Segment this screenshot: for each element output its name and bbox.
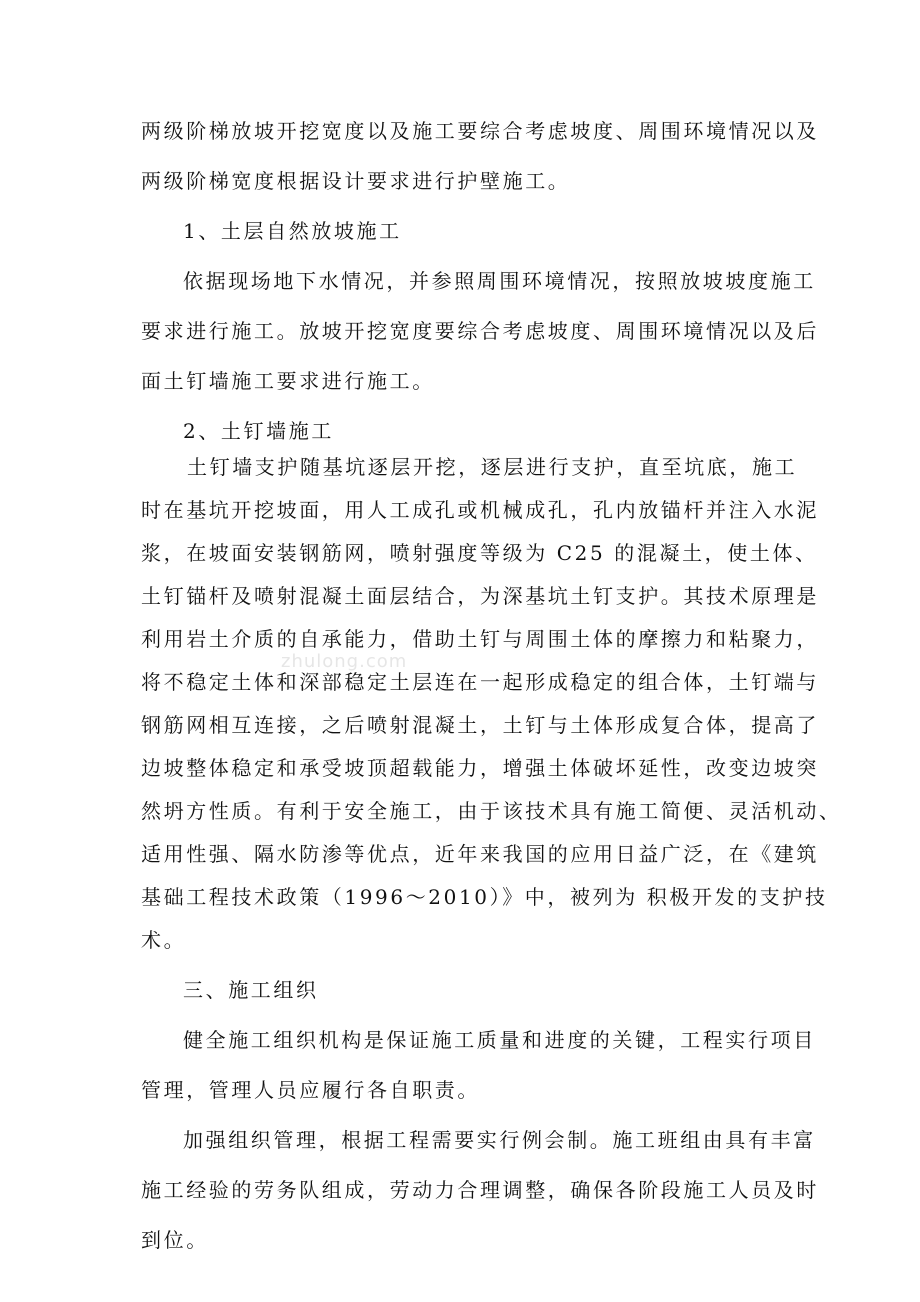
paragraph-line: 要求进行施工。放坡开挖宽度要综合考虑坡度、周围环境情况以及后 — [141, 319, 819, 343]
paragraph-line: 将不稳定土体和深部稳定土层连在一起形成稳定的组合体，土钉端与 — [141, 670, 819, 694]
section-heading: 1、土层自然放坡施工 — [183, 219, 402, 243]
paragraph-line: 利用岩土介质的自承能力，借助土钉与周围土体的摩擦力和粘聚力， — [141, 627, 819, 651]
document-body — [141, 119, 842, 1253]
paragraph-line: 两级阶梯宽度根据设计要求进行护壁施工。 — [141, 169, 571, 193]
paragraph-line: 面土钉墙施工要求进行施工。 — [141, 369, 435, 393]
paragraph-line: 到位。 — [141, 1228, 209, 1252]
paragraph-line: 适用性强、隔水防渗等优点，近年来我国的应用日益广泛，在《建筑 — [141, 842, 819, 866]
paragraph-line: 健全施工组织机构是保证施工质量和进度的关键，工程实行项目 — [183, 1028, 816, 1052]
paragraph-line: 施工经验的劳务队组成，劳动力合理调整，确保各阶段施工人员及时 — [141, 1178, 819, 1202]
paragraph-line: 两级阶梯放坡开挖宽度以及施工要综合考虑坡度、周围环境情况以及 — [141, 119, 819, 143]
section-heading: 2、土钉墙施工 — [183, 419, 334, 443]
paragraph-line: 边坡整体稳定和承受坡顶超载能力，增强土体破坏延性，改变边坡突 — [141, 756, 819, 780]
paragraph-line: 管理，管理人员应履行各自职责。 — [141, 1078, 480, 1102]
paragraph-line: 基础工程技术政策（1996～2010）》中，被列为 积极开发的支护技 — [141, 885, 828, 909]
paragraph-line: 浆，在坡面安装钢筋网，喷射强度等级为 C25 的混凝土，使土体、 — [141, 541, 818, 565]
section-heading: 三、施工组织 — [183, 978, 319, 1002]
paragraph-line: 加强组织管理，根据工程需要实行例会制。施工班组由具有丰富 — [183, 1128, 816, 1152]
paragraph-line: 术。 — [141, 928, 187, 952]
watermark: zhulong.com — [281, 651, 408, 672]
paragraph-line: 时在基坑开挖坡面，用人工成孔或机械成孔，孔内放锚杆并注入水泥 — [141, 498, 819, 522]
paragraph-line: 土钉墙支护随基坑逐层开挖，逐层进行支护，直至坑底，施工 — [187, 455, 798, 479]
paragraph-line: 土钉锚杆及喷射混凝土面层结合，为深基坑土钉支护。其技术原理是 — [141, 584, 819, 608]
paragraph-line: 依据现场地下水情况，并参照周围环境情况，按照放坡坡度施工 — [183, 269, 816, 293]
paragraph-line: 钢筋网相互连接，之后喷射混凝土，土钉与土体形成复合体，提高了 — [141, 713, 819, 737]
paragraph-line: 然坍方性质。有利于安全施工，由于该技术具有施工简便、灵活机动、 — [141, 799, 842, 823]
